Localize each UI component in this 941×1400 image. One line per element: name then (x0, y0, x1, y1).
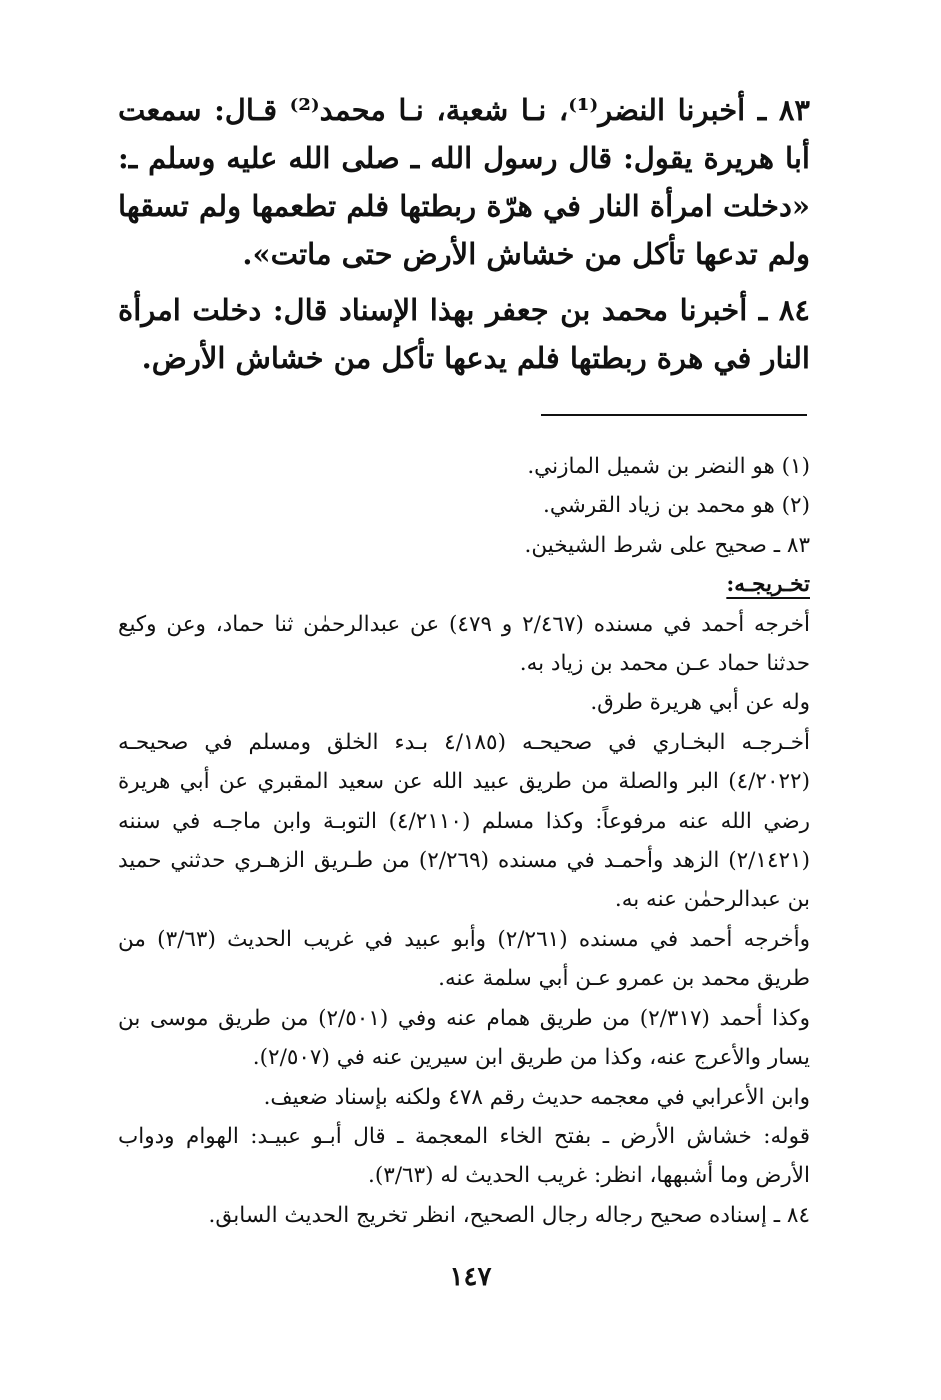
takhrij-paragraph-7: قوله: خشاش الأرض ـ بفتح الخاء المعجمة ـ قال أبـو عبيـد: الهوام ودواب الأرض وما أشبهها، انظر: غريب الحديث له (٣/٦٣). (118, 1123, 810, 1189)
main-text (118, 86, 810, 390)
takhrij-paragraph-5: وكذا أحمد (٢/٣١٧) من طريق همام عنه وفي (٢/٥٠١) من طريق موسى بن يسار والأعرج عنه، وكذا من طريق ابن سيرين عنه في (٢/٥٠٧). (118, 1005, 810, 1071)
grade-83: ٨٣ ـ صحيح على شرط الشيخين. (524, 532, 810, 558)
takhrij-paragraph-1: أخرجه أحمد في مسنده (٢/٤٦٧ و ٤٧٩) عن عبدالرحمٰن ثنا حماد، وعن وكيع حدثنا حماد عـن محمد بن زياد به. (118, 611, 810, 677)
grade-84: ٨٤ ـ إسناده صحيح رجاله رجال الصحيح، انظر تخريج الحديث السابق. (208, 1202, 810, 1228)
takhrij-paragraph-4: وأخرجه أحمد في مسنده (٢/٢٦١) وأبو عبيد في غريب الحديث (٣/٦٣) من طريق محمد بن عمرو عـن أبي سلمة عنه. (118, 926, 810, 992)
page-number: ١٤٧ (449, 1262, 492, 1292)
takhrij-paragraph-2: وله عن أبي هريرة طرق. (590, 690, 810, 716)
footnote-2: (٢) هو محمد بن زياد القرشي. (543, 493, 810, 519)
footnote-divider (541, 414, 807, 416)
takhrij-title: تخـريجـه: (726, 572, 810, 598)
hadith-84: ٨٤ ـ أخبرنا محمد بن جعفر بهذا الإسناد قال: دخلت امرأة النار في هرة ربطتها فلم يدعها تأكل من خشاش الأرض. (118, 293, 810, 375)
footnote-1: (١) هو النضر بن شميل المازني. (527, 454, 810, 479)
takhrij-paragraph-6: وابن الأعرابي في معجمه حديث رقم ٤٧٨ ولكنه بإسناد ضعيف. (263, 1084, 810, 1110)
takhrij-paragraph-3: أخـرجـه البخـاري في صحيحـه (٤/١٨٥ بـدء الخلق ومسلم في صحيحـه (٤/٢٠٢٢) البر والصلة من طريق عبيد الله عن سعيد المقبري عن أبي هريرة رضي الله عنه مرفوعاً: وكذا مسلم (٤/٢١١٠) التوبـة وابن ماجـه في سننه (٢/١٤٢١) الزهد وأحمـد في مسنده (٢/٢٦٩) من طـريق الزهـري حدثني حميد بن عبدالرحمٰن عنه به. (118, 729, 810, 913)
hadith-83: ٨٣ ـ أخبرنا النضر⁽¹⁾، نـا شعبة، نـا محمد⁽²⁾ قـال: سمعت أبا هريرة يقول: قال رسول الله ـ صلى الله عليه وسلم ـ: «دخلت امرأة النار في هرّة ربطتها فلم تطعمها ولم تسقها ولم تدعها تأكل من خشاش الأرض حتى ماتت». (118, 93, 810, 271)
footnotes (118, 447, 810, 1235)
takhrij-heading (118, 565, 810, 604)
